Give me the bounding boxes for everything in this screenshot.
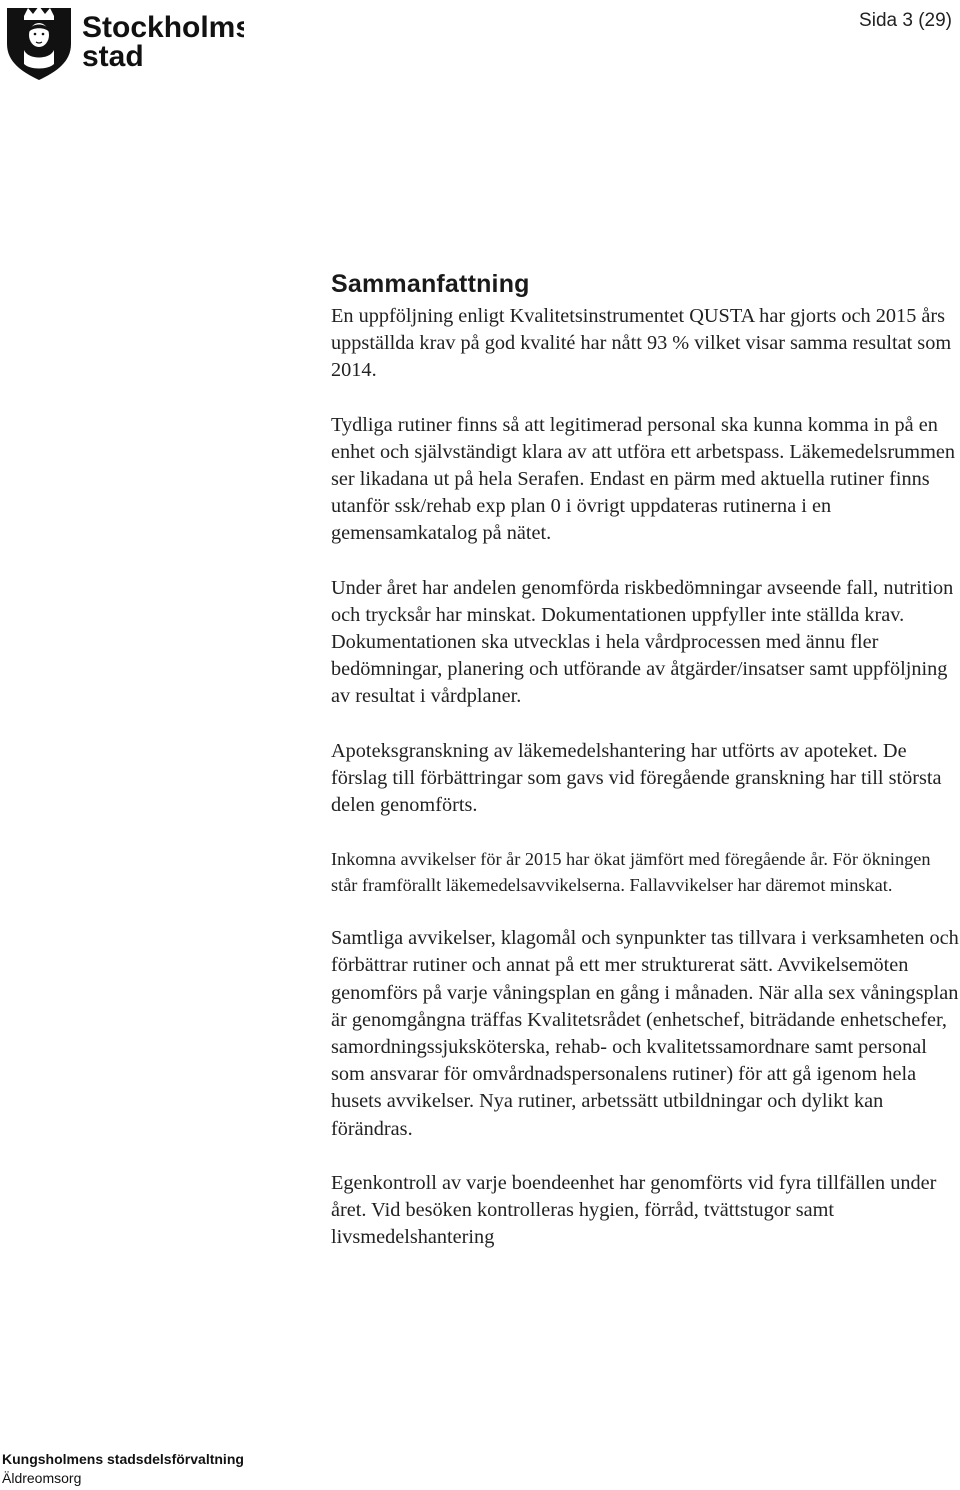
page-number: Sida 3 (29) (859, 10, 952, 31)
page-footer (2, 1450, 244, 1488)
paragraph-risk-assessments: Under året har andelen genomförda riskbedömningar avseende fall, nutrition och trycksår har minskat. Dokumentationen uppfyller inte ställda krav. Dokumentationen ska utvecklas i hela vårdprocessen med ännu fler bedömningar, planering och utförande av åtgärder/insatser samt uppföljning av resultat i vårdplaner. (331, 576, 954, 708)
summary-section (331, 270, 959, 1251)
footer-organization: Kungsholmens stadsdelsförvaltning (2, 1451, 244, 1467)
paragraph-deviations-count: Inkomna avvikelser för år 2015 har ökat jämfört med föregående år. För ökningen står framförallt läkemedelsavvikelserna. Fallavvikelser har däremot minskat. (331, 849, 931, 896)
footer-department: Äldreomsorg (2, 1470, 82, 1486)
paragraph-quality-result: En uppföljning enligt Kvalitetsinstrumentet QUSTA har gjorts och 2015 års uppställda krav på god kvalité har nått 93 % vilket visar samma resultat som 2014. (331, 305, 952, 382)
paragraph-self-inspection: Egenkontroll av varje boendeenhet har genomförts vid fyra tillfällen under året. Vid besöken kontrolleras hygien, förråd, tvättstugor samt livsmedelshantering (331, 1171, 937, 1249)
svg-text:Stockholms: Stockholms (82, 11, 244, 44)
stockholms-stad-logo (4, 2, 244, 82)
section-title: Sammanfattning (331, 270, 530, 298)
paragraph-deviations-handling: Samtliga avvikelser, klagomål och synpunkter tas tillvara i verksamheten och förbättrar rutiner och annat på ett mer strukturerat sätt. Avvikelsemöten genomförs på varje våningsplan en gång i månaden. När alla sex våningsplan är genomgångna träffas Kvalitetsrådet (enhetschef, biträdande enhetschefer, samordningssjuksköterska, rehab- och kvalitetssamordnare samt personal som ansvarar för omvårdnadspersonalens rutiner) för att gå igenom hela husets avvikelser. Nya rutiner, arbetssätt utbildningar och dylikt kan förändras. (331, 927, 959, 1140)
city-crest-icon (4, 2, 244, 82)
paragraph-pharmacy-review: Apoteksgranskning av läkemedelshantering har utförts av apoteket. De förslag till förbättringar som gavs vid föregående granskning har till största delen genomförts. (331, 739, 942, 817)
paragraph-routines: Tydliga rutiner finns så att legitimerad personal ska kunna komma in på en enhet och självständigt klara av att utföra ett arbetspass. Läkemedelsrummen ser likadana ut på hela Serafen. Endast en pärm med aktuella rutiner finns utanför ssk/rehab exp plan 0 i övrigt uppdateras rutinerna i en gemensamkatalog på nätet. (331, 413, 955, 545)
svg-text:stad: stad (82, 40, 144, 73)
